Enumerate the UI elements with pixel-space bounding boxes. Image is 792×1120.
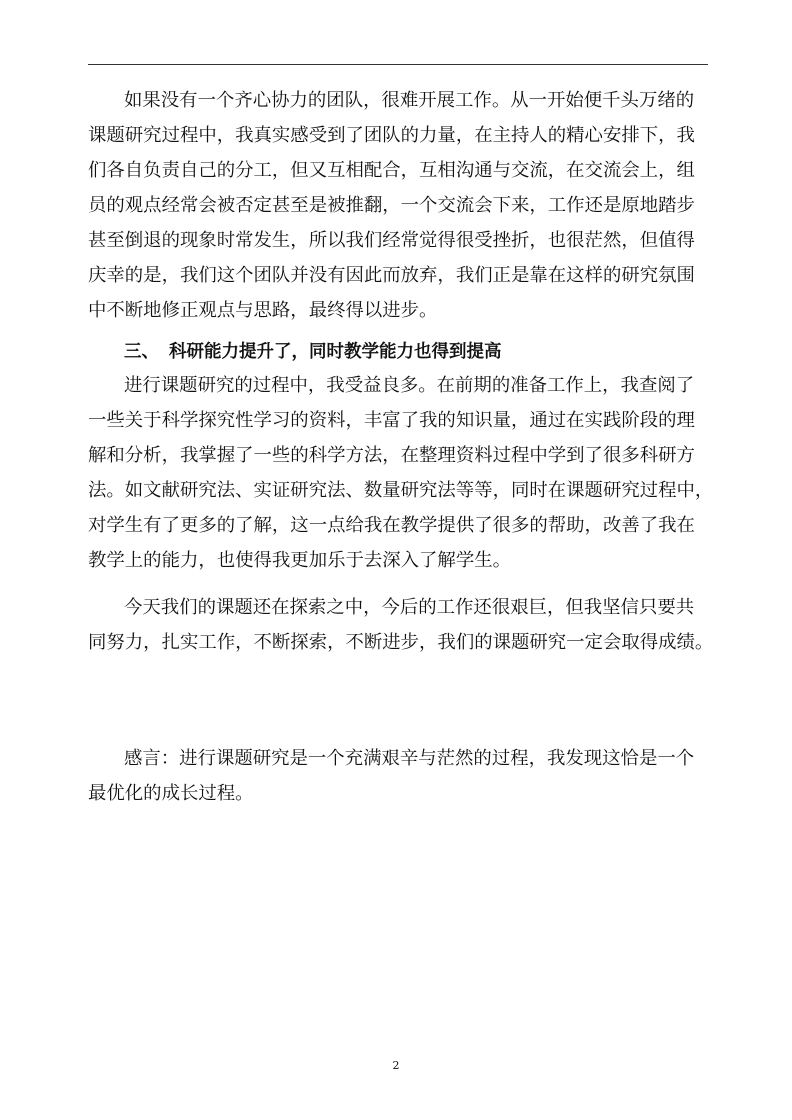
text-line: 一些关于科学探究性学习的资料，丰富了我的知识量，通过在实践阶段的理 (88, 410, 695, 431)
text-line: 庆幸的是，我们这个团队并没有因此而放弃，我们正是靠在这样的研究氛围 (88, 265, 695, 286)
text-line: 同努力，扎实工作，不断探索，不断进步，我们的课题研究一定会取得成绩。 (88, 632, 714, 653)
text-line: 解和分析，我掌握了一些的科学方法，在整理资料过程中学到了很多科研方 (88, 445, 695, 466)
text-line: 中不断地修正观点与思路，最终得以进步。 (88, 300, 438, 321)
text-line: 甚至倒退的现象时常发生，所以我们经常觉得很受挫折，也很茫然，但值得 (88, 230, 695, 251)
text-line: 法。如文献研究法、实证研究法、数量研究法等等，同时在课题研究过程中， (88, 480, 714, 501)
text-line: 员的观点经常会被否定甚至是被推翻，一个交流会下来，工作还是原地踏步 (88, 195, 695, 216)
text-line: 课题研究过程中，我真实感受到了团队的力量，在主持人的精心安排下，我 (88, 125, 695, 146)
header-rule (88, 64, 708, 65)
text-line: 如果没有一个齐心协力的团队，很难开展工作。从一开始便千头万绪的 (124, 90, 695, 111)
text-line: 教学上的能力，也使得我更加乐于去深入了解学生。 (88, 550, 511, 571)
section-title: 科研能力提升了，同时教学能力也得到提高 (169, 342, 502, 362)
text-line: 对学生有了更多的了解，这一点给我在教学提供了很多的帮助，改善了我在 (88, 515, 695, 536)
text-line: 们各自负责自己的分工，但又互相配合，互相沟通与交流，在交流会上，组 (88, 160, 695, 181)
text-line: 最优化的成长过程。 (88, 783, 254, 804)
page-number: 2 (392, 1059, 400, 1072)
text-line: 进行课题研究的过程中，我受益良多。在前期的准备工作上，我查阅了 (124, 375, 695, 396)
section-number: 三、 (124, 342, 159, 362)
text-line: 感言：进行课题研究是一个充满艰辛与茫然的过程，我发现这恰是一个 (124, 748, 695, 769)
text-line: 今天我们的课题还在探索之中，今后的工作还很艰巨，但我坚信只要共 (124, 597, 695, 618)
